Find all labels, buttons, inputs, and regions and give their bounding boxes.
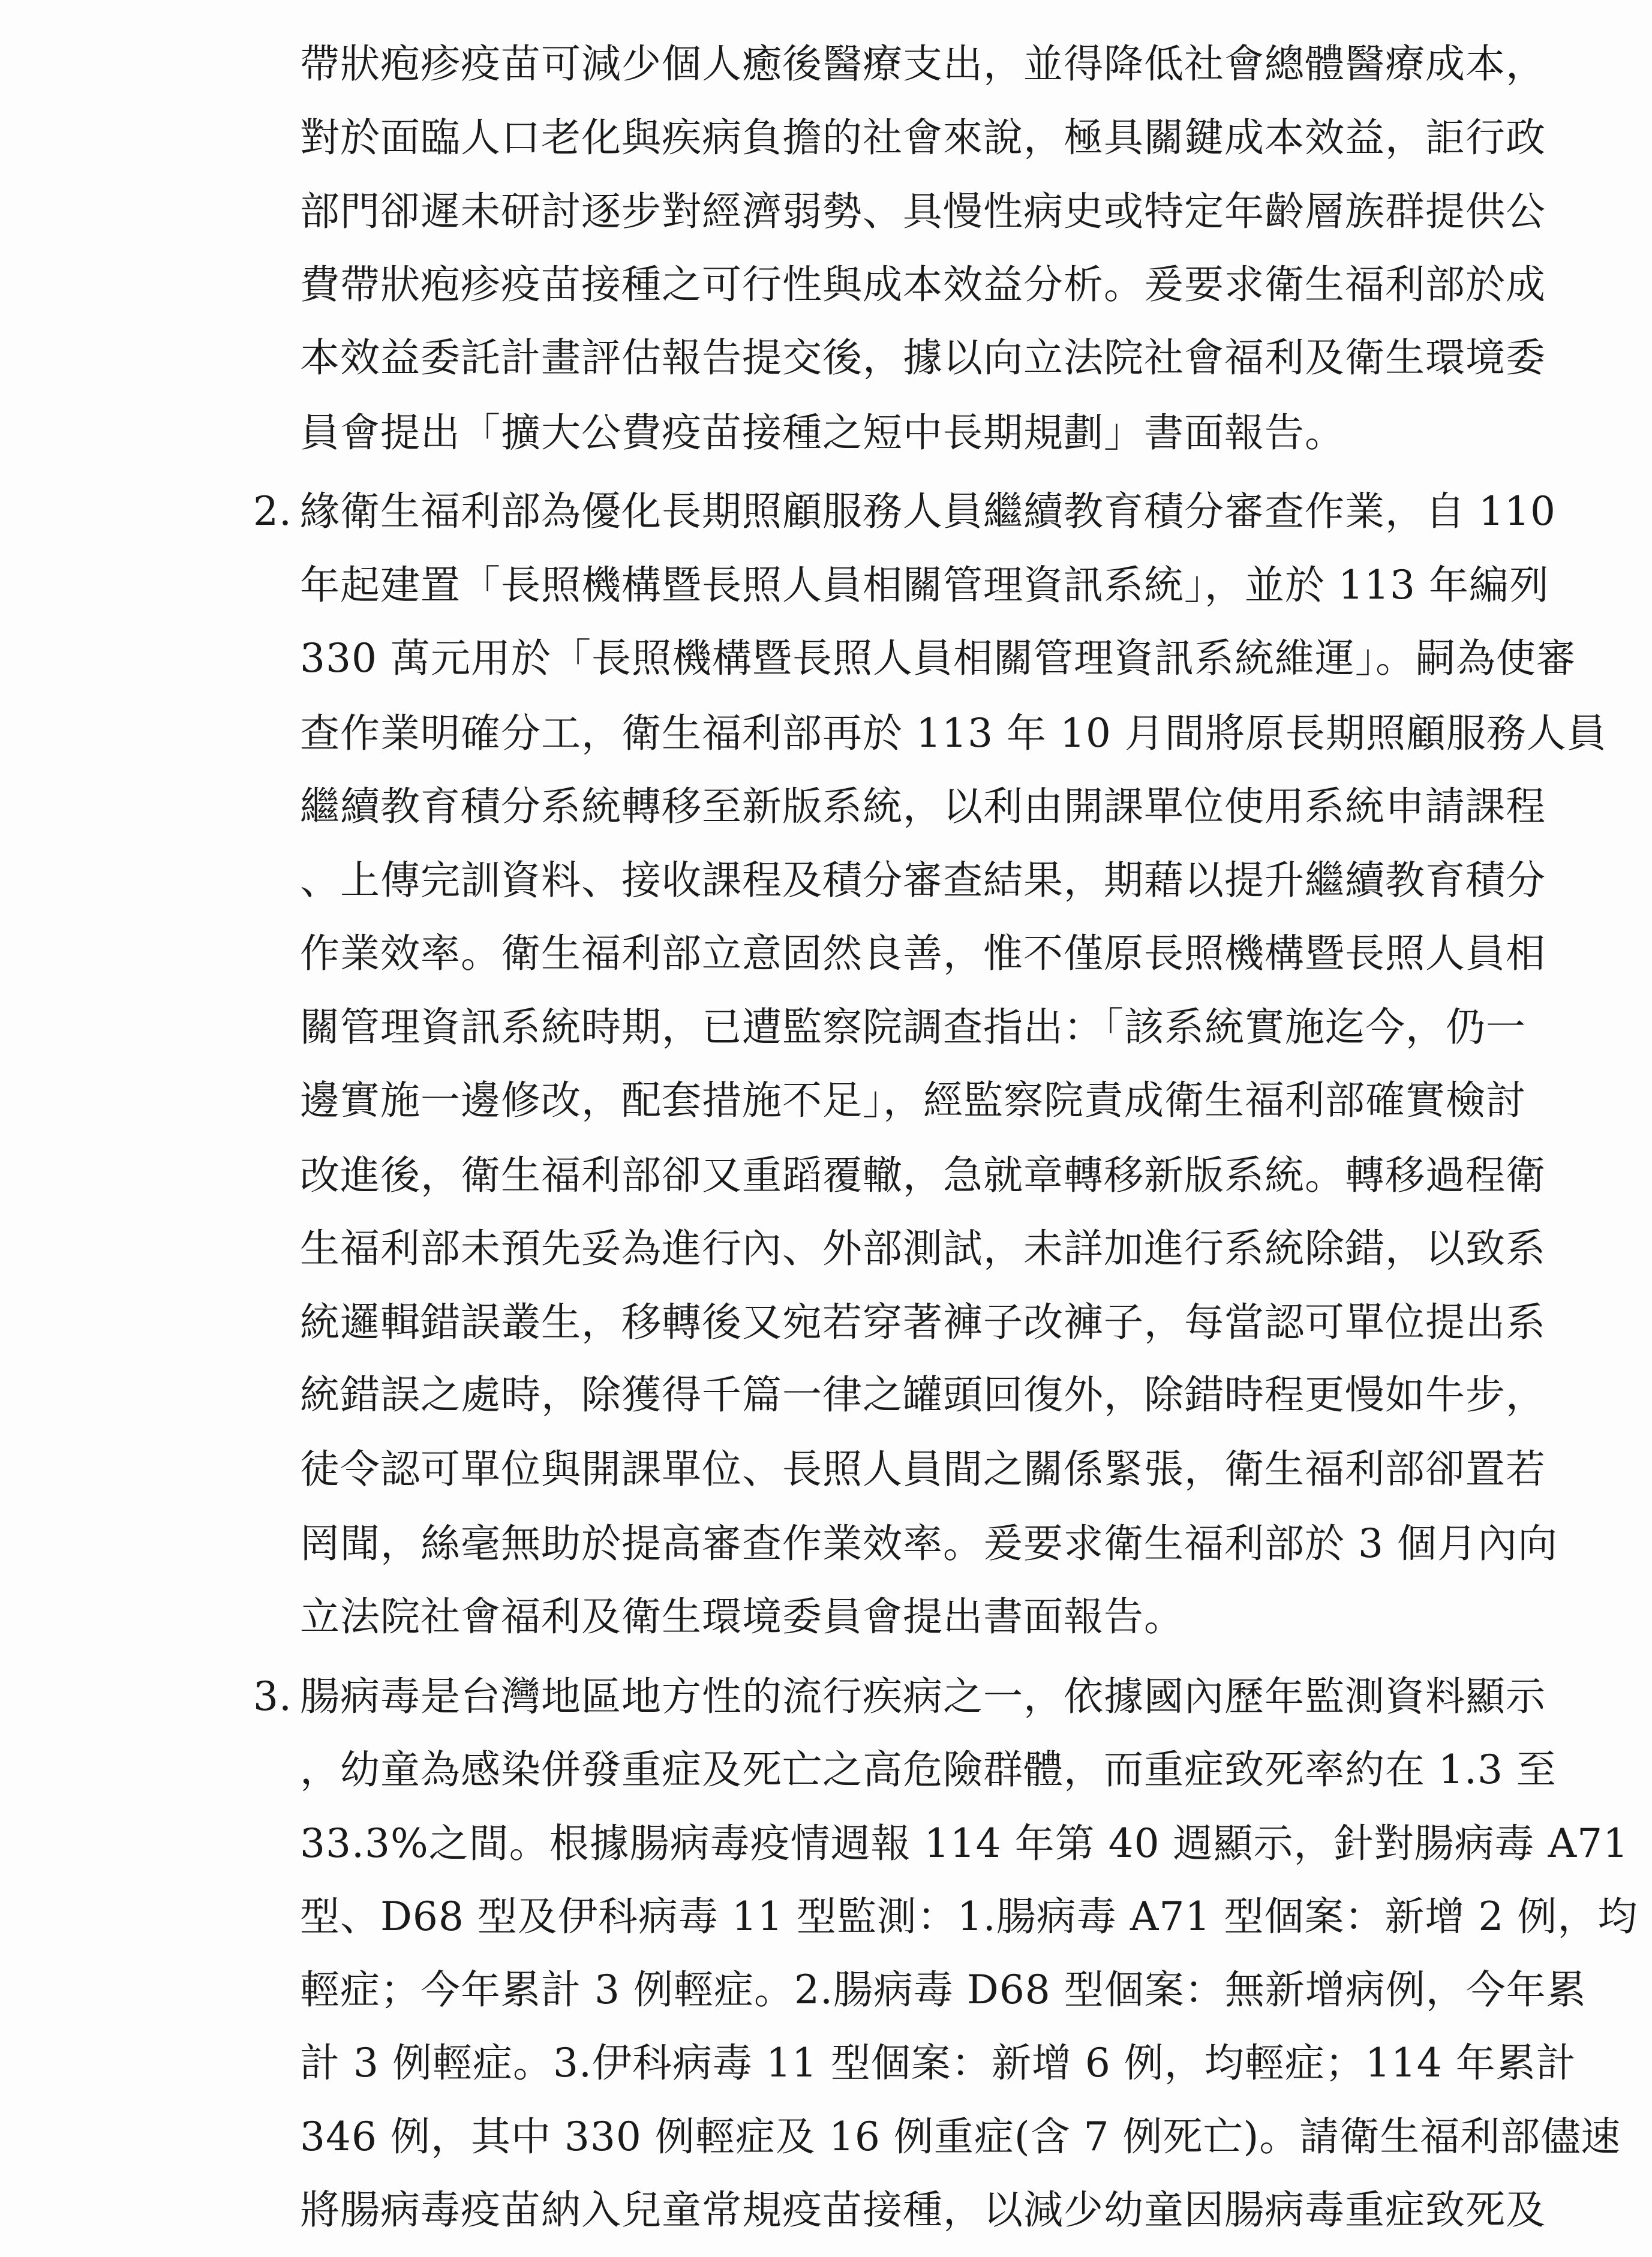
paragraph-line: 關管理資訊系統時期，已遭監察院調查指出：「該系統實施迄今，仍一	[300, 1004, 1526, 1051]
paragraph-line: 本效益委託計畫評估報告提交後，據以向立法院社會福利及衛生環境委	[300, 334, 1546, 381]
paragraph-line: 腸病毒是台灣地區地方性的流行疾病之一，依據國內歷年監測資料顯示	[300, 1673, 1546, 1720]
paragraph-line: 生福利部未預先妥為進行內、外部測試，未詳加進行系統除錯，以致系	[300, 1225, 1546, 1272]
paragraph-line: 33.3%之間。根據腸病毒疫情週報 114 年第 40 週顯示，針對腸病毒 A71	[300, 1820, 1629, 1867]
paragraph-line: 將腸病毒疫苗納入兒童常規疫苗接種，以減少幼童因腸病毒重症致死及	[300, 2187, 1546, 2233]
paragraph-line: 330 萬元用於「長照機構暨長照人員相關管理資訊系統維運」。嗣為使審	[300, 635, 1576, 681]
item-number: 2.	[253, 488, 292, 534]
paragraph-line: 、上傳完訓資料、接收課程及積分審查結果，期藉以提升繼續教育積分	[300, 857, 1546, 904]
paragraph-line: 查作業明確分工，衛生福利部再於 113 年 10 月間將原長期照顧服務人員	[300, 710, 1607, 756]
list-item-first-line	[253, 485, 1556, 539]
paragraph-line: 緣衛生福利部為優化長期照顧服務人員繼續教育積分審查作業，自 110	[300, 488, 1556, 534]
paragraph-line: 統錯誤之處時，除獲得千篇一律之罐頭回復外，除錯時程更慢如牛步，	[300, 1372, 1546, 1418]
paragraph-line: 立法院社會福利及衛生環境委員會提出書面報告。	[300, 1593, 1184, 1640]
paragraph-line: 年起建置「長照機構暨長照人員相關管理資訊系統」，並於 113 年編列	[300, 561, 1549, 608]
paragraph-line: 繼續教育積分系統轉移至新版系統，以利由開課單位使用系統申請課程	[300, 783, 1546, 830]
paragraph-line: 輕症；今年累計 3 例輕症。2.腸病毒 D68 型個案：無新增病例，今年累	[300, 1967, 1587, 2013]
paragraph-line: 員會提出「擴大公費疫苗接種之短中長期規劃」書面報告。	[300, 409, 1345, 456]
list-item-first-line	[253, 1670, 1546, 1724]
paragraph-line: 邊實施一邊修改，配套措施不足」，經監察院責成衛生福利部確實檢討	[300, 1077, 1526, 1123]
paragraph-line: 罔聞，絲毫無助於提高審查作業效率。爰要求衛生福利部於 3 個月內向	[300, 1520, 1558, 1567]
paragraph-line: 部門卻遲未研討逐步對經濟弱勢、具慢性病史或特定年齡層族群提供公	[300, 188, 1546, 235]
item-number: 3.	[253, 1673, 292, 1720]
paragraph-line: 徒令認可單位與開課單位、長照人員間之關係緊張，衛生福利部卻置若	[300, 1445, 1546, 1492]
paragraph-line: 計 3 例輕症。3.伊科病毒 11 型個案：新增 6 例，均輕症；114 年累計	[300, 2040, 1576, 2087]
paragraph-line: ，幼童為感染併發重症及死亡之高危險群體，而重症致死率約在 1.3 至	[300, 1747, 1557, 1793]
paragraph-line: 346 例，其中 330 例輕症及 16 例重症(含 7 例死亡)。請衛生福利部儘速	[300, 2113, 1621, 2160]
paragraph-line: 費帶狀疱疹疫苗接種之可行性與成本效益分析。爰要求衛生福利部於成	[300, 261, 1546, 308]
paragraph-line: 作業效率。衛生福利部立意固然良善，惟不僅原長照機構暨長照人員相	[300, 930, 1546, 976]
paragraph-line: 對於面臨人口老化與疾病負擔的社會來說，極具關鍵成本效益，詎行政	[300, 115, 1546, 161]
paragraph-line: 帶狀疱疹疫苗可減少個人癒後醫療支出，並得降低社會總體醫療成本，	[300, 41, 1546, 87]
paragraph-line: 型、D68 型及伊科病毒 11 型監測：1.腸病毒 A71 型個案：新增 2 例，均	[300, 1893, 1638, 1940]
paragraph-line: 統邏輯錯誤叢生，移轉後又宛若穿著褲子改褲子，每當認可單位提出系	[300, 1299, 1546, 1346]
paragraph-line: 改進後，衛生福利部卻又重蹈覆轍，急就章轉移新版系統。轉移過程衛	[300, 1152, 1546, 1198]
